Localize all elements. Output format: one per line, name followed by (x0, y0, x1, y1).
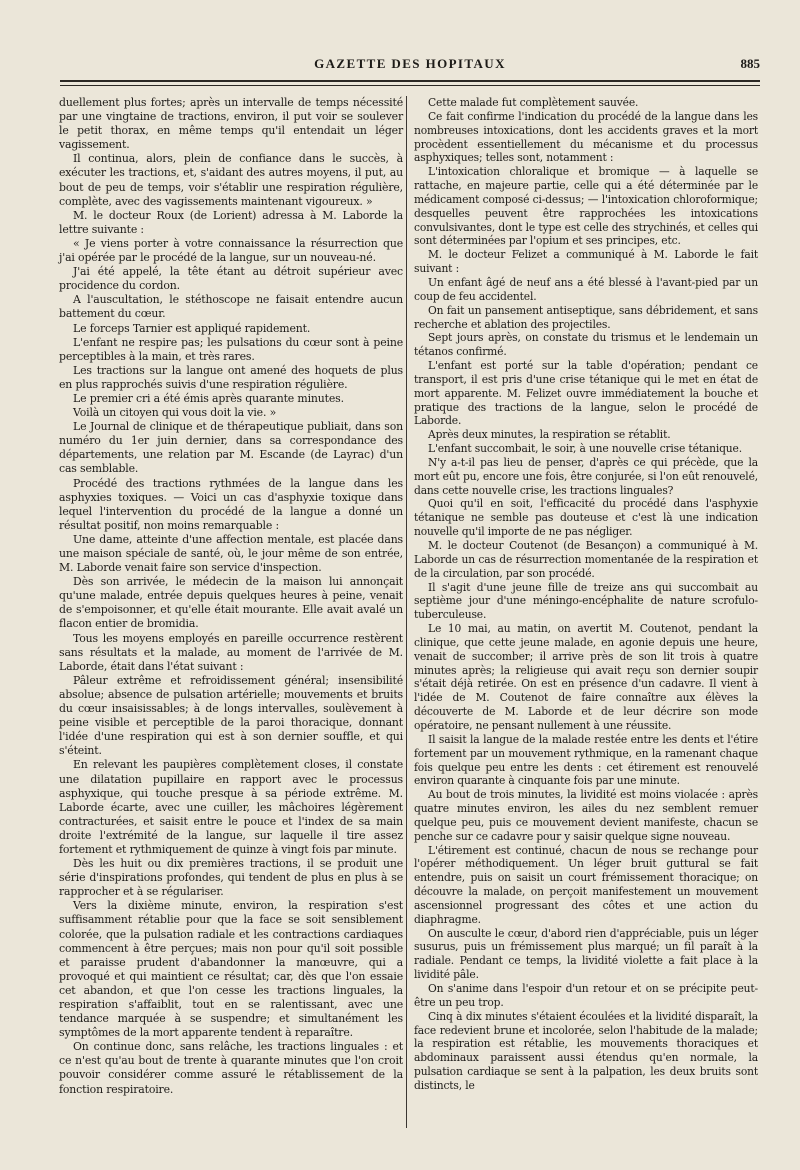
paragraph: En relevant les paupières complètement closes, il constate une dilatation pupillaire en rapport avec le processus asphyxique, qui touche presque à sa période extrême. M. Laborde écarte, avec une cuiller, les mâchoires légèrement contracturées, et saisit entre le pouce et l'index de sa main droite l'extrémité de la langue, sur laquelle il tire assez fortement et rythmiquement de quinze à vingt fois par minute. (59, 758, 403, 856)
paragraph: Un enfant âgé de neuf ans a été blessé à l'avant-pied par un coup de feu accidentel. (414, 275, 758, 303)
paragraph: Il s'agit d'une jeune fille de treize ans qui succombait au septième jour d'une méningo-encéphalite de nature scrofulo-tuberculeuse. (414, 580, 758, 622)
paragraph: Sept jours après, on constate du trismus et le lendemain un tétanos confirmé. (414, 331, 758, 359)
right-column (414, 96, 758, 1093)
section-heading-paragraph: Procédé des tractions rythmées de la langue dans les asphyxies toxiques. — Voici un cas d'asphyxie toxique dans lequel l'intervention du procédé de la langue a donné un résultat positif, non moins remarquable : (59, 476, 403, 532)
paragraph: Les tractions sur la langue ont amené des hoquets de plus en plus rapprochés suivis d'une respiration régulière. (59, 363, 403, 391)
header-rule-thick (60, 80, 760, 82)
paragraph: On s'anime dans l'espoir d'un retour et on se précipite peut-être un peu trop. (414, 982, 758, 1009)
paragraph: J'ai été appelé, la tête étant au détroit supérieur avec procidence du cordon. (59, 265, 403, 293)
paragraph: On ausculte le cœur, d'abord rien d'appréciable, puis un léger susurus, puis un frémissement plus marqué; un fil paraît à la radiale. Pendant ce temps, la lividité violette a fait place à la lividité pâle. (414, 926, 758, 982)
paragraph: A l'auscultation, le stéthoscope ne faisait entendre aucun battement du cœur. (59, 293, 403, 321)
paragraph: N'y a-t-il pas lieu de penser, d'après ce qui précède, que la mort eût pu, encore une fois, être conjurée, si l'on eût renouvelé, dans cette nouvelle crise, les tractions linguales? (414, 455, 758, 497)
left-column (59, 96, 403, 1097)
paragraph: Le 10 mai, au matin, on avertit M. Coutenot, pendant la clinique, que cette jeune malade, en agonie depuis une heure, venait de succomber; il arrive près de son lit trois à quatre minutes après; la religieuse qui avait reçu son dernier soupir s'était déjà retirée. On est en présence d'un cadavre. Il vient à l'idée de M. Coutenot de faire connaître aux élèves la découverte de M. Laborde et de leur décrire son mode opératoire, ne pensant nullement à une réussite. (414, 622, 758, 732)
running-title: GAZETTE DES HOPITAUX (314, 56, 506, 71)
paragraph: On fait un pansement antiseptique, sans débridement, et sans recherche et ablation des projectiles. (414, 303, 758, 331)
page-header (60, 56, 760, 78)
paragraph: L'enfant succombait, le soir, à une nouvelle crise tétanique. (428, 442, 742, 456)
paragraph: Vers la dixième minute, environ, la respiration s'est suffisamment rétablie pour que la face se soit sensiblement colorée, que la pulsation radiale et les contractions cardiaques commencent à être perçues; mais non pour qu'il soit possible et paraisse prudent d'abandonner la manœuvre, qui a provoqué et qui maintient ce résultat; car, dès que l'on essaie cet abandon, et que l'on cesse les tractions linguales, la respiration s'affaiblit, tout en se ralentissant, avec une tendance marquée à se suspendre; et simultanément les symptômes de la mort apparente tendent à reparaître. (59, 899, 403, 1040)
paragraph: Après deux minutes, la respiration se rétablit. (428, 428, 671, 442)
page-number: 885 (740, 56, 760, 71)
paragraph: duellement plus fortes; après un intervalle de temps nécessité par une vingtaine de tractions, environ, il put voir se soulever le petit thorax, en même temps qu'il entendait un léger vagissement. (59, 96, 403, 152)
paragraph: M. le docteur Coutenot (de Besançon) a communiqué à M. Laborde un cas de résurrection momentanée de la respiration et de la circulation, par son procédé. (414, 539, 758, 580)
paragraph: Quoi qu'il en soit, l'efficacité du procédé dans l'asphyxie tétanique ne semble pas douteuse et c'est là une indication nouvelle qu'il importe de ne pas négliger. (414, 497, 758, 539)
paragraph: Il saisit la langue de la malade restée entre les dents et l'étire fortement par un mouvement rythmique, en la ramenant chaque fois quelque peu entre les dents : cet étirement est renouvelé environ quarante à cinquante fois par une minute. (414, 732, 758, 788)
paragraph: Cette malade fut complètement sauvée. (428, 96, 639, 109)
paragraph: Pâleur extrême et refroidissement général; insensibilité absolue; absence de pulsation artérielle; mouvements et bruits du cœur insaisissables; à de longs intervalles, soulèvement à peine visible et perceptible de la paroi thoracique, donnant l'idée d'une respiration qui est à son dernier souffle, et qui s'éteint. (59, 673, 403, 758)
paragraph: M. le docteur Roux (de Lorient) adressa à M. Laborde la lettre suivante : (59, 208, 403, 236)
paragraph: Voilà un citoyen qui vous doit la vie. » (73, 406, 277, 420)
paragraph: Cinq à dix minutes s'étaient écoulées et la lividité disparaît, la face redevient brune et incolorée, selon l'habitude de la malade; la respiration est rétablie, les mouvements thoraciques et abdominaux paraissent aussi étendus qu'en normale, la pulsation cardiaque se sent à la palpation, les deux bruits sont distincts, le (414, 1009, 758, 1092)
paragraph: Il continua, alors, plein de confiance dans le succès, à exécuter les tractions, et, s'aidant des autres moyens, il put, au bout de peu de temps, voir s'établir une respiration régulière, complète, avec des vagissements maintenant vigoureux. » (59, 152, 403, 208)
paragraph: Le Journal de clinique et de thérapeutique publiait, dans son numéro du 1er juin dernier, dans sa correspondance des départements, une relation par M. Escande (de Layrac) d'un cas semblable. (59, 420, 403, 476)
paragraph: Tous les moyens employés en pareille occurrence restèrent sans résultats et la malade, au moment de l'arrivée de M. Laborde, était dans l'état suivant : (59, 631, 403, 673)
paragraph: Le forceps Tarnier est appliqué rapidement. (73, 321, 311, 335)
paragraph: L'enfant est porté sur la table d'opération; pendant ce transport, il est pris d'une crise tétanique qui le met en état de mort apparente. M. Felizet ouvre immédiatement la bouche et pratique des tractions de la langue, selon le procédé de Laborde. (414, 359, 758, 428)
paragraph: L'étirement est continué, chacun de nous se rechange pour l'opérer méthodiquement. Un léger bruit guttural se fait entendre, puis on saisit un court frémissement thoracique; on découvre la malade, on perçoit manifestement un mouvement ascensionnel progressant des côtes et une action du diaphragme. (414, 843, 758, 926)
paragraph: « Je viens porter à votre connaissance la résurrection que j'ai opérée par le procédé de la langue, sur un nouveau-né. (59, 236, 403, 265)
paragraph: L'intoxication chloralique et bromique — à laquelle se rattache, en majeure partie, celle qui a été déterminée par le médicament composé ci-dessus; — l'intoxication chloroformique; desquelles peuvent être rapprochées les intoxications convulsivantes, dont le type est celle des strychinés, et celles qui sont déterminées par l'opium et ses principes, etc. (414, 165, 758, 248)
header-rule-thin (60, 85, 760, 86)
paragraph: M. le docteur Felizet a communiqué à M. Laborde le fait suivant : (414, 248, 758, 276)
paragraph: L'enfant ne respire pas; les pulsations du cœur sont à peine perceptibles à la main, et très rares. (59, 335, 403, 363)
column-divider (406, 96, 407, 1128)
paragraph: Dès son arrivée, le médecin de la maison lui annonçait qu'une malade, entrée depuis quelques heures à peine, venait de s'empoisonner, et qu'elle était mourante. Elle avait avalé un flacon entier de bromidia. (59, 575, 403, 631)
paragraph: Ce fait confirme l'indication du procédé de la langue dans les nombreuses intoxications, dont les accidents graves et la mort procèdent essentiellement du mécanisme et du processus asphyxiques; telles sont, notamment : (414, 109, 758, 165)
paragraph: Dès les huit ou dix premières tractions, il se produit une série d'inspirations profondes, qui tendent de plus en plus à se rapprocher et à se régulariser. (59, 857, 403, 899)
paragraph: Le premier cri a été émis après quarante minutes. (73, 391, 344, 405)
paragraph: On continue donc, sans relâche, les tractions linguales : et ce n'est qu'au bout de trente à quarante minutes que l'on croit pouvoir considérer comme assuré le rétablissement de la fonction respiratoire. (59, 1040, 403, 1096)
paragraph: Une dame, atteinte d'une affection mentale, est placée dans une maison spéciale de santé, où, le jour même de son entrée, M. Laborde venait faire son service d'inspection. (59, 532, 403, 575)
paragraph: Au bout de trois minutes, la lividité est moins violacée : après quatre minutes environ, les ailes du nez semblent remuer quelque peu, puis ce mouvement devient manifeste, chacun se penche sur ce cadavre pour y saisir quelque signe nouveau. (414, 788, 758, 843)
